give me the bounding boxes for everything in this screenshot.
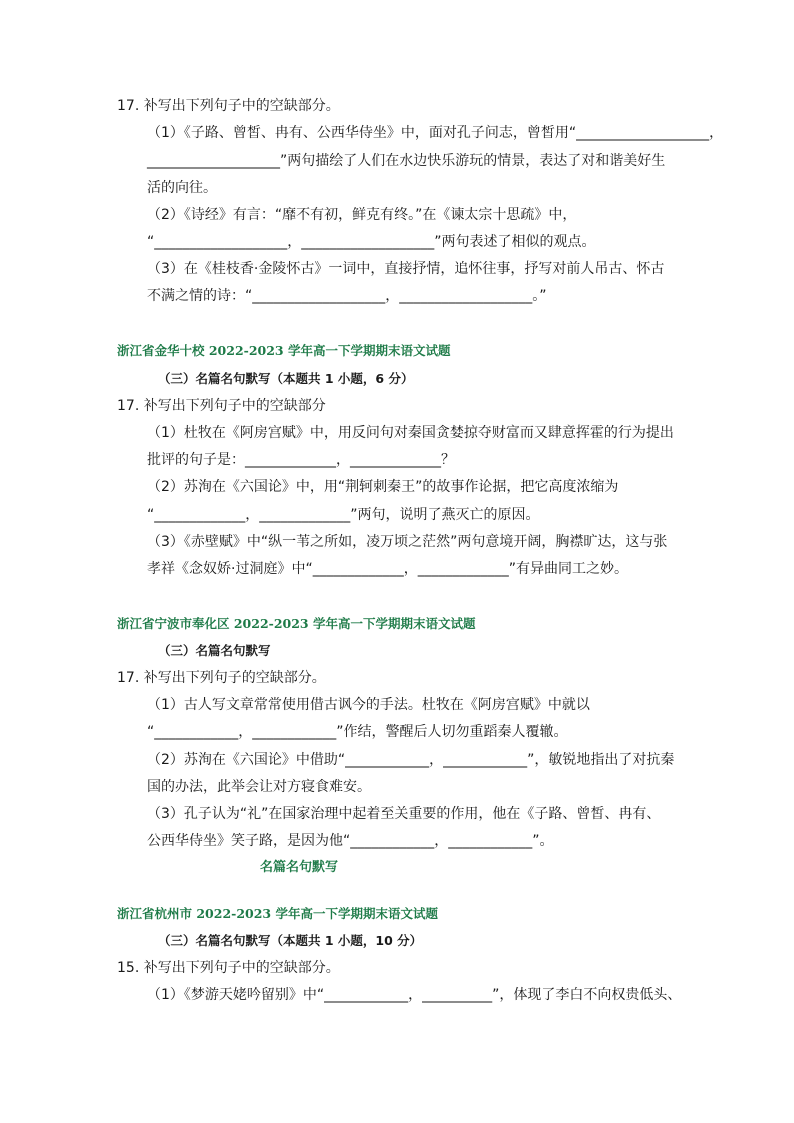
question-line: （2）苏洵在《六国论》中借助“____________，____________”，敏锐地指出了对抗秦 xyxy=(147,752,675,768)
section-footer-note: 名篇名句默写 xyxy=(260,860,339,875)
question-line: 不满之情的诗：“___________________，___________________。” xyxy=(147,288,547,304)
question-15-title: 15. 补写出下列句子中的空缺部分。 xyxy=(117,960,340,976)
section-subheading: （三）名篇名句默写（本题共 1 小题，6 分） xyxy=(158,371,414,386)
question-line: 活的向往。 xyxy=(147,180,217,196)
question-line: （2）《诗经》有言：“靡不有初，鲜克有终。”在《谏太宗十思疏》中， xyxy=(147,207,577,223)
question-line: （1）《子路、曾皙、冉有、公西华侍坐》中，面对孔子问志，曾皙用“___________________， xyxy=(147,125,724,141)
question-line: 国的办法，此举会让对方寝食难安。 xyxy=(147,779,371,795)
question-line: （2）苏洵在《六国论》中，用“荆轲刺秦王”的故事作论据，把它高度浓缩为 xyxy=(147,479,619,495)
question-17-title: 17. 补写出下列句子中的空缺部分 xyxy=(117,398,326,414)
section-heading: 浙江省杭州市 2022-2023 学年高一下学期期末语文试题 xyxy=(117,906,438,921)
section-subheading: （三）名篇名句默写 xyxy=(158,643,271,658)
question-line: 孝祥《念奴娇·过洞庭》中“_____________，_____________”有异曲同工之妙。 xyxy=(147,561,628,577)
question-line: （3）在《桂枝香·金陵怀古》一词中，直接抒情，追怀往事，抒写对前人吊古、怀古 xyxy=(147,261,665,277)
question-line: ___________________”两句描绘了人们在水边快乐游玩的情景，表达了对和谐美好生 xyxy=(147,153,666,169)
question-line: 批评的句子是：_____________，_____________？ xyxy=(147,452,455,468)
question-line: “_____________，_____________”两句，说明了燕灭亡的原因。 xyxy=(147,507,540,523)
question-line: “____________，____________”作结，警醒后人切勿重蹈秦人覆辙。 xyxy=(147,724,568,740)
question-line: （1）《梦游天姥吟留别》中“____________，__________”，体现了李白不向权贵低头、 xyxy=(147,987,682,1003)
question-17-title: 17. 补写出下列句子的空缺部分。 xyxy=(117,670,326,686)
question-line: “___________________，___________________”两句表述了相似的观点。 xyxy=(147,234,596,250)
question-line: 公西华侍坐》笑子路，是因为他“____________，____________”。 xyxy=(147,833,554,849)
section-heading: 浙江省金华十校 2022-2023 学年高一下学期期末语文试题 xyxy=(117,343,451,358)
question-line: （1）古人写文章常常使用借古讽今的手法。杜牧在《阿房宫赋》中就以 xyxy=(147,697,590,713)
section-heading: 浙江省宁波市奉化区 2022-2023 学年高一下学期期末语文试题 xyxy=(117,616,476,631)
question-line: （3）孔子认为“礼”在国家治理中起着至关重要的作用，他在《子路、曾皙、冉有、 xyxy=(147,806,661,822)
question-line: （3）《赤壁赋》中“纵一苇之所如，凌万顷之茫然”两句意境开阔，胸襟旷达，这与张 xyxy=(147,534,668,550)
question-line: （1）杜牧在《阿房宫赋》中，用反问句对秦国贪婪掠夺财富而又肆意挥霍的行为提出 xyxy=(147,425,674,441)
section-subheading: （三）名篇名句默写（本题共 1 小题，10 分） xyxy=(158,933,423,948)
question-17-title: 17. 补写出下列句子中的空缺部分。 xyxy=(117,98,340,114)
